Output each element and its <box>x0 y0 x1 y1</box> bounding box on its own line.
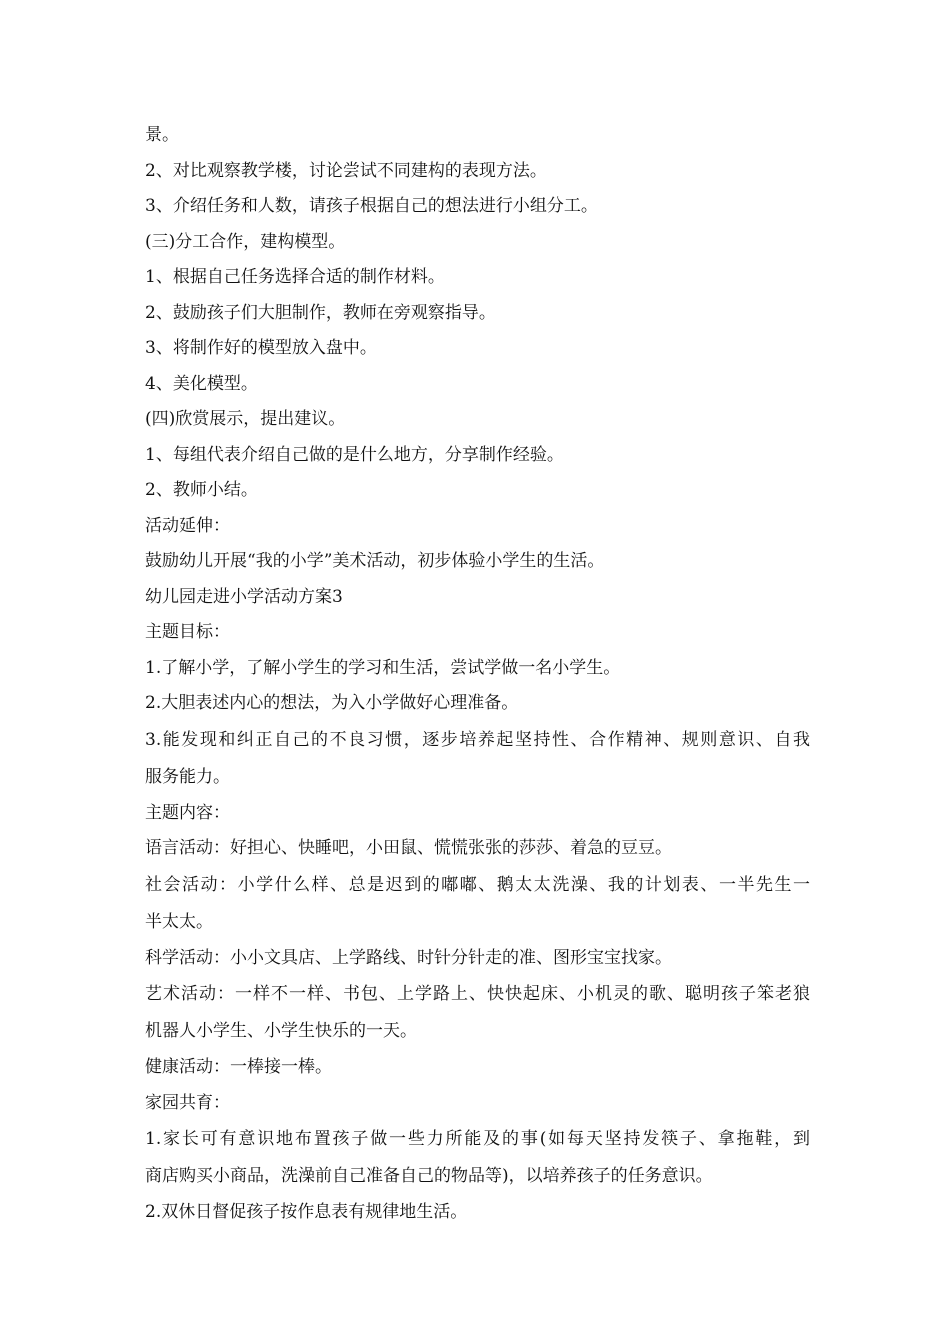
text-line: 1.家长可有意识地布置孩子做一些力所能及的事(如每天坚持发筷子、拿拖鞋，到 <box>145 1129 810 1149</box>
text-line: 半太太。 <box>145 911 213 932</box>
text-line: 2、鼓励孩子们大胆制作，教师在旁观察指导。 <box>145 302 496 323</box>
text-line: 机器人小学生、小学生快乐的一天。 <box>145 1021 417 1041</box>
section-heading: 主题目标： <box>145 622 230 642</box>
text-line: 3、介绍任务和人数，请孩子根据自己的想法进行小组分工。 <box>145 196 598 216</box>
text-line: 健康活动：一棒接一棒。 <box>145 1057 332 1077</box>
text-line: 鼓励幼儿开展“我的小学”美术活动，初步体验小学生的生活。 <box>145 551 605 571</box>
section-heading: (四)欣赏展示，提出建议。 <box>145 409 346 429</box>
document-body <box>145 118 810 1231</box>
text-line: 2、教师小结。 <box>145 480 258 500</box>
text-line: 科学活动：小小文具店、上学路线、时针分针走的准、图形宝宝找家。 <box>145 947 672 968</box>
text-line: 艺术活动：一样不一样、书包、上学路上、快快起床、小机灵的歌、聪明孩子笨老狼 <box>145 984 810 1004</box>
text-line: 3.能发现和纠正自己的不良习惯，逐步培养起坚持性、合作精神、规则意识、自我 <box>145 729 810 750</box>
text-line: 商店购买小商品，洗澡前自己准备自己的物品等)，以培养孩子的任务意识。 <box>145 1166 713 1186</box>
text-line: 2、对比观察教学楼，讨论尝试不同建构的表现方法。 <box>145 160 547 181</box>
text-line: 服务能力。 <box>145 766 230 787</box>
text-line: 4、美化模型。 <box>145 373 258 394</box>
text-line: 1.了解小学，了解小学生的学习和生活，尝试学做一名小学生。 <box>145 657 621 678</box>
text-line: 语言活动：好担心、快睡吧，小田鼠、慌慌张张的莎莎、着急的豆豆。 <box>145 838 672 858</box>
text-line: 2.大胆表述内心的想法，为入小学做好心理准备。 <box>145 693 519 713</box>
section-heading: 主题内容： <box>145 802 230 823</box>
section-heading: 活动延伸： <box>145 515 230 536</box>
document-title: 幼儿园走进小学活动方案3 <box>145 586 343 607</box>
section-heading: 家园共育： <box>145 1092 230 1113</box>
text-line: 3、将制作好的模型放入盘中。 <box>145 338 377 358</box>
section-heading: (三)分工合作，建构模型。 <box>145 231 346 252</box>
text-line: 1、根据自己任务选择合适的制作材料。 <box>145 267 445 287</box>
text-line: 景。 <box>145 125 179 145</box>
text-line: 2.双休日督促孩子按作息表有规律地生活。 <box>145 1202 468 1222</box>
text-line: 1、每组代表介绍自己做的是什么地方，分享制作经验。 <box>145 444 564 465</box>
text-line: 社会活动：小学什么样、总是迟到的嘟嘟、鹅太太洗澡、我的计划表、一半先生一 <box>145 874 810 895</box>
